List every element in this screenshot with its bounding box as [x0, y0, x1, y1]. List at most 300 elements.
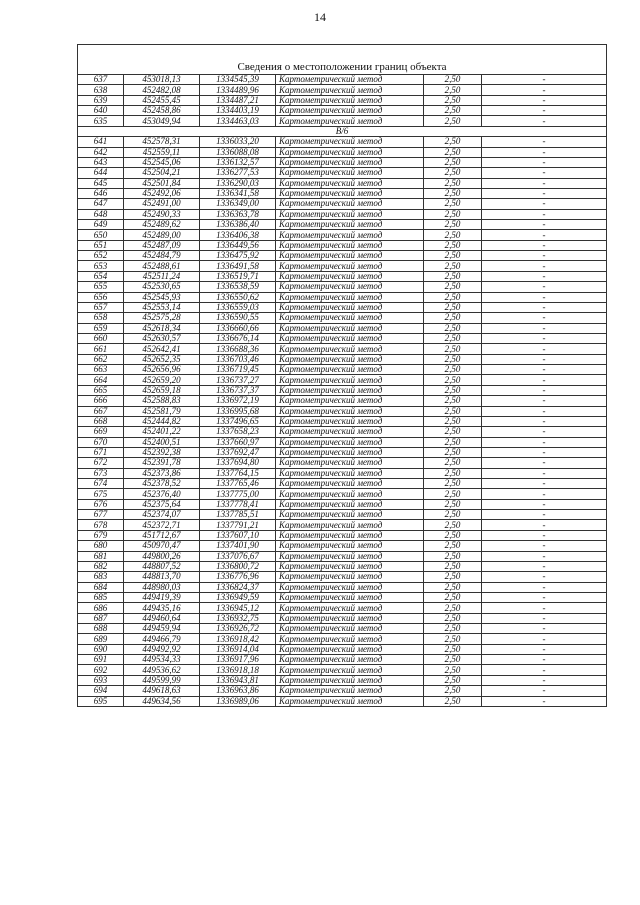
description-value: - [482, 220, 607, 230]
accuracy-value: 2,50 [424, 686, 482, 696]
accuracy-value: 2,50 [424, 333, 482, 343]
description-value: - [482, 116, 607, 126]
table-row [78, 261, 607, 271]
determination-method: Картометрический метод [276, 489, 424, 499]
table-row [78, 188, 607, 198]
table-row [78, 624, 607, 634]
coordinate-x: 452444,82 [124, 416, 200, 426]
point-number: 647 [78, 199, 124, 209]
description-value: - [482, 282, 607, 292]
point-number: 676 [78, 499, 124, 509]
description-value: - [482, 323, 607, 333]
accuracy-value: 2,50 [424, 499, 482, 509]
point-number: 639 [78, 95, 124, 105]
coordinate-y: 1337785,51 [200, 510, 276, 520]
accuracy-value: 2,50 [424, 675, 482, 685]
point-number: 689 [78, 634, 124, 644]
determination-method: Картометрический метод [276, 230, 424, 240]
boundary-coordinates-table [77, 44, 607, 707]
determination-method: Картометрический метод [276, 313, 424, 323]
coordinate-x: 452373,86 [124, 468, 200, 478]
coordinate-y: 1336590,55 [200, 313, 276, 323]
determination-method: Картометрический метод [276, 137, 424, 147]
coordinate-x: 448980,03 [124, 582, 200, 592]
coordinate-y: 1337778,41 [200, 499, 276, 509]
description-value: - [482, 230, 607, 240]
coordinate-y: 1337660,97 [200, 437, 276, 447]
determination-method: Картометрический метод [276, 427, 424, 437]
determination-method: Картометрический метод [276, 385, 424, 395]
description-value: - [482, 675, 607, 685]
coordinate-y: 1336341,58 [200, 188, 276, 198]
coordinate-x: 452581,79 [124, 406, 200, 416]
coordinate-x: 452642,41 [124, 344, 200, 354]
coordinate-x: 452490,33 [124, 209, 200, 219]
description-value: - [482, 85, 607, 95]
coordinate-y: 1336703,46 [200, 354, 276, 364]
description-value: - [482, 634, 607, 644]
table-row [78, 468, 607, 478]
description-value: - [482, 458, 607, 468]
accuracy-value: 2,50 [424, 416, 482, 426]
coordinate-x: 452559,11 [124, 147, 200, 157]
coordinate-y: 1336926,72 [200, 624, 276, 634]
description-value: - [482, 178, 607, 188]
coordinate-x: 452378,52 [124, 479, 200, 489]
coordinate-x: 453049,94 [124, 116, 200, 126]
coordinate-y: 1336349,00 [200, 199, 276, 209]
determination-method: Картометрический метод [276, 75, 424, 85]
determination-method: Картометрический метод [276, 696, 424, 706]
accuracy-value: 2,50 [424, 613, 482, 623]
table-row [78, 675, 607, 685]
accuracy-value: 2,50 [424, 282, 482, 292]
accuracy-value: 2,50 [424, 168, 482, 178]
determination-method: Картометрический метод [276, 520, 424, 530]
coordinate-x: 452372,71 [124, 520, 200, 530]
point-number: 688 [78, 624, 124, 634]
coordinate-y: 1336972,19 [200, 396, 276, 406]
determination-method: Картометрический метод [276, 365, 424, 375]
determination-method: Картометрический метод [276, 375, 424, 385]
point-number: 686 [78, 603, 124, 613]
point-number: 643 [78, 157, 124, 167]
coordinate-x: 452375,64 [124, 499, 200, 509]
point-number: 658 [78, 313, 124, 323]
coordinate-x: 449634,56 [124, 696, 200, 706]
table-row [78, 592, 607, 602]
coordinate-x: 449460,64 [124, 613, 200, 623]
determination-method: Картометрический метод [276, 106, 424, 116]
description-value: - [482, 437, 607, 447]
accuracy-value: 2,50 [424, 209, 482, 219]
accuracy-value: 2,50 [424, 468, 482, 478]
accuracy-value: 2,50 [424, 220, 482, 230]
determination-method: Картометрический метод [276, 572, 424, 582]
determination-method: Картометрический метод [276, 479, 424, 489]
determination-method: Картометрический метод [276, 333, 424, 343]
determination-method: Картометрический метод [276, 510, 424, 520]
coordinate-x: 452400,51 [124, 437, 200, 447]
point-number: 635 [78, 116, 124, 126]
description-value: - [482, 510, 607, 520]
table-row [78, 406, 607, 416]
description-value: - [482, 561, 607, 571]
coordinate-x: 449419,39 [124, 592, 200, 602]
coordinate-y: 1337764,15 [200, 468, 276, 478]
determination-method: Картометрический метод [276, 354, 424, 364]
description-value: - [482, 147, 607, 157]
coordinate-x: 448813,70 [124, 572, 200, 582]
coordinate-x: 452455,45 [124, 95, 200, 105]
table-row [78, 271, 607, 281]
table-row [78, 447, 607, 457]
accuracy-value: 2,50 [424, 561, 482, 571]
coordinate-y: 1336033,20 [200, 137, 276, 147]
description-value: - [482, 261, 607, 271]
coordinate-y: 1336550,62 [200, 292, 276, 302]
determination-method: Картометрический метод [276, 406, 424, 416]
determination-method: Картометрический метод [276, 209, 424, 219]
table-row [78, 375, 607, 385]
determination-method: Картометрический метод [276, 634, 424, 644]
point-number: 677 [78, 510, 124, 520]
description-value: - [482, 479, 607, 489]
description-value: - [482, 530, 607, 540]
description-value: - [482, 613, 607, 623]
accuracy-value: 2,50 [424, 447, 482, 457]
table-row [78, 302, 607, 312]
table-row [78, 137, 607, 147]
determination-method: Картометрический метод [276, 416, 424, 426]
accuracy-value: 2,50 [424, 582, 482, 592]
accuracy-value: 2,50 [424, 396, 482, 406]
determination-method: Картометрический метод [276, 613, 424, 623]
determination-method: Картометрический метод [276, 323, 424, 333]
coordinate-y: 1337692,47 [200, 447, 276, 457]
table-row [78, 644, 607, 654]
coordinate-y: 1336917,96 [200, 655, 276, 665]
description-value: - [482, 468, 607, 478]
coordinate-x: 449534,33 [124, 655, 200, 665]
point-number: 671 [78, 447, 124, 457]
coordinate-x: 452489,62 [124, 220, 200, 230]
accuracy-value: 2,50 [424, 344, 482, 354]
coordinate-y: 1334545,39 [200, 75, 276, 85]
accuracy-value: 2,50 [424, 572, 482, 582]
accuracy-value: 2,50 [424, 510, 482, 520]
table-row [78, 561, 607, 571]
accuracy-value: 2,50 [424, 116, 482, 126]
table-row [78, 147, 607, 157]
point-number: 687 [78, 613, 124, 623]
table-row [78, 541, 607, 551]
point-number: 694 [78, 686, 124, 696]
accuracy-value: 2,50 [424, 406, 482, 416]
table-title-row [78, 45, 607, 75]
determination-method: Картометрический метод [276, 468, 424, 478]
table-row [78, 344, 607, 354]
point-number: 644 [78, 168, 124, 178]
coordinate-x: 449599,99 [124, 675, 200, 685]
coordinate-y: 1336800,72 [200, 561, 276, 571]
accuracy-value: 2,50 [424, 323, 482, 333]
coordinate-x: 452492,06 [124, 188, 200, 198]
table-row [78, 333, 607, 343]
coordinate-y: 1336088,08 [200, 147, 276, 157]
coordinate-x: 452487,09 [124, 240, 200, 250]
description-value: - [482, 375, 607, 385]
description-value: - [482, 75, 607, 85]
table-row [78, 696, 607, 706]
determination-method: Картометрический метод [276, 116, 424, 126]
accuracy-value: 2,50 [424, 427, 482, 437]
coordinate-y: 1337076,67 [200, 551, 276, 561]
table-row [78, 240, 607, 250]
accuracy-value: 2,50 [424, 385, 482, 395]
point-number: 661 [78, 344, 124, 354]
description-value: - [482, 520, 607, 530]
table-row [78, 479, 607, 489]
determination-method: Картометрический метод [276, 396, 424, 406]
point-number: 670 [78, 437, 124, 447]
point-number: 666 [78, 396, 124, 406]
point-number: 651 [78, 240, 124, 250]
description-value: - [482, 365, 607, 375]
point-number: 637 [78, 75, 124, 85]
coordinate-y: 1336290,03 [200, 178, 276, 188]
coordinate-x: 452484,79 [124, 251, 200, 261]
coordinate-x: 451712,67 [124, 530, 200, 540]
determination-method: Картометрический метод [276, 157, 424, 167]
determination-method: Картометрический метод [276, 541, 424, 551]
description-value: - [482, 396, 607, 406]
coordinate-x: 452618,34 [124, 323, 200, 333]
table-row [78, 603, 607, 613]
coordinate-y: 1337694,80 [200, 458, 276, 468]
coordinate-x: 453018,13 [124, 75, 200, 85]
table-row [78, 530, 607, 540]
description-value: - [482, 199, 607, 209]
point-number: 667 [78, 406, 124, 416]
point-number: 672 [78, 458, 124, 468]
point-number: 652 [78, 251, 124, 261]
determination-method: Картометрический метод [276, 458, 424, 468]
coordinate-y: 1337496,65 [200, 416, 276, 426]
accuracy-value: 2,50 [424, 489, 482, 499]
description-value: - [482, 333, 607, 343]
table-row [78, 655, 607, 665]
accuracy-value: 2,50 [424, 75, 482, 85]
description-value: - [482, 582, 607, 592]
coordinate-x: 452545,93 [124, 292, 200, 302]
coordinate-x: 452656,96 [124, 365, 200, 375]
point-number: 668 [78, 416, 124, 426]
accuracy-value: 2,50 [424, 157, 482, 167]
determination-method: Картометрический метод [276, 220, 424, 230]
description-value: - [482, 592, 607, 602]
accuracy-value: 2,50 [424, 696, 482, 706]
description-value: - [482, 137, 607, 147]
determination-method: Картометрический метод [276, 85, 424, 95]
coordinate-y: 1336824,37 [200, 582, 276, 592]
coordinate-x: 452578,31 [124, 137, 200, 147]
table-row [78, 551, 607, 561]
coordinate-y: 1336776,96 [200, 572, 276, 582]
description-value: - [482, 655, 607, 665]
accuracy-value: 2,50 [424, 644, 482, 654]
coordinate-y: 1337607,10 [200, 530, 276, 540]
description-value: - [482, 385, 607, 395]
description-value: - [482, 240, 607, 250]
coordinate-y: 1337401,90 [200, 541, 276, 551]
determination-method: Картометрический метод [276, 447, 424, 457]
table-row [78, 458, 607, 468]
accuracy-value: 2,50 [424, 592, 482, 602]
coordinate-x: 452482,08 [124, 85, 200, 95]
coordinate-y: 1336737,37 [200, 385, 276, 395]
table-row [78, 354, 607, 364]
coordinate-x: 452588,83 [124, 396, 200, 406]
accuracy-value: 2,50 [424, 624, 482, 634]
accuracy-value: 2,50 [424, 365, 482, 375]
description-value: - [482, 541, 607, 551]
point-number: 680 [78, 541, 124, 551]
coordinate-y: 1336719,45 [200, 365, 276, 375]
determination-method: Картометрический метод [276, 168, 424, 178]
coordinate-x: 452489,00 [124, 230, 200, 240]
accuracy-value: 2,50 [424, 302, 482, 312]
description-value: - [482, 188, 607, 198]
accuracy-value: 2,50 [424, 603, 482, 613]
table-row [78, 199, 607, 209]
description-value: - [482, 302, 607, 312]
table-row [78, 489, 607, 499]
determination-method: Картометрический метод [276, 271, 424, 281]
description-value: - [482, 271, 607, 281]
coordinate-x: 452458,86 [124, 106, 200, 116]
table-row [78, 510, 607, 520]
point-number: 674 [78, 479, 124, 489]
table-row [78, 634, 607, 644]
table-row [78, 416, 607, 426]
point-number: 641 [78, 137, 124, 147]
coordinate-y: 1336918,18 [200, 665, 276, 675]
description-value: - [482, 644, 607, 654]
description-value: - [482, 344, 607, 354]
description-value: - [482, 427, 607, 437]
point-number: 642 [78, 147, 124, 157]
accuracy-value: 2,50 [424, 458, 482, 468]
coordinate-y: 1336932,75 [200, 613, 276, 623]
determination-method: Картометрический метод [276, 665, 424, 675]
coordinate-x: 449435,16 [124, 603, 200, 613]
coordinate-x: 449492,92 [124, 644, 200, 654]
table-row [78, 282, 607, 292]
description-value: - [482, 406, 607, 416]
coordinate-y: 1337775,00 [200, 489, 276, 499]
accuracy-value: 2,50 [424, 261, 482, 271]
table-row [78, 582, 607, 592]
determination-method: Картометрический метод [276, 499, 424, 509]
determination-method: Картометрический метод [276, 178, 424, 188]
accuracy-value: 2,50 [424, 541, 482, 551]
coordinate-y: 1334489,96 [200, 85, 276, 95]
point-number: 673 [78, 468, 124, 478]
table-row [78, 520, 607, 530]
coordinate-x: 449466,79 [124, 634, 200, 644]
determination-method: Картометрический метод [276, 302, 424, 312]
point-number: 663 [78, 365, 124, 375]
table-row [78, 499, 607, 509]
coordinate-x: 452401,22 [124, 427, 200, 437]
group-row [78, 126, 607, 136]
coordinate-x: 452545,06 [124, 157, 200, 167]
point-number: 685 [78, 592, 124, 602]
point-number: 693 [78, 675, 124, 685]
table-row [78, 106, 607, 116]
description-value: - [482, 106, 607, 116]
point-number: 649 [78, 220, 124, 230]
description-value: - [482, 95, 607, 105]
accuracy-value: 2,50 [424, 634, 482, 644]
accuracy-value: 2,50 [424, 251, 482, 261]
coordinate-y: 1336995,68 [200, 406, 276, 416]
description-value: - [482, 551, 607, 561]
description-value: - [482, 313, 607, 323]
description-value: - [482, 624, 607, 634]
determination-method: Картометрический метод [276, 251, 424, 261]
accuracy-value: 2,50 [424, 147, 482, 157]
accuracy-value: 2,50 [424, 95, 482, 105]
point-number: 679 [78, 530, 124, 540]
point-number: 653 [78, 261, 124, 271]
table-row [78, 572, 607, 582]
coordinate-y: 1337658,23 [200, 427, 276, 437]
description-value: - [482, 447, 607, 457]
coordinate-y: 1336406,38 [200, 230, 276, 240]
coordinate-x: 452488,61 [124, 261, 200, 271]
table-row [78, 323, 607, 333]
table-row [78, 230, 607, 240]
accuracy-value: 2,50 [424, 230, 482, 240]
coordinate-x: 452392,38 [124, 447, 200, 457]
description-value: - [482, 489, 607, 499]
description-value: - [482, 416, 607, 426]
determination-method: Картометрический метод [276, 551, 424, 561]
accuracy-value: 2,50 [424, 313, 482, 323]
determination-method: Картометрический метод [276, 437, 424, 447]
point-number: 691 [78, 655, 124, 665]
table-row [78, 292, 607, 302]
description-value: - [482, 251, 607, 261]
determination-method: Картометрический метод [276, 240, 424, 250]
point-number: 654 [78, 271, 124, 281]
coordinate-y: 1336559,03 [200, 302, 276, 312]
determination-method: Картометрический метод [276, 199, 424, 209]
accuracy-value: 2,50 [424, 437, 482, 447]
point-number: 682 [78, 561, 124, 571]
description-value: - [482, 157, 607, 167]
coordinate-y: 1336963,86 [200, 686, 276, 696]
coordinate-x: 448807,52 [124, 561, 200, 571]
coordinate-x: 452652,35 [124, 354, 200, 364]
point-number: 645 [78, 178, 124, 188]
point-number: 657 [78, 302, 124, 312]
table-row [78, 85, 607, 95]
coordinate-x: 449800,26 [124, 551, 200, 561]
coordinate-x: 452391,78 [124, 458, 200, 468]
